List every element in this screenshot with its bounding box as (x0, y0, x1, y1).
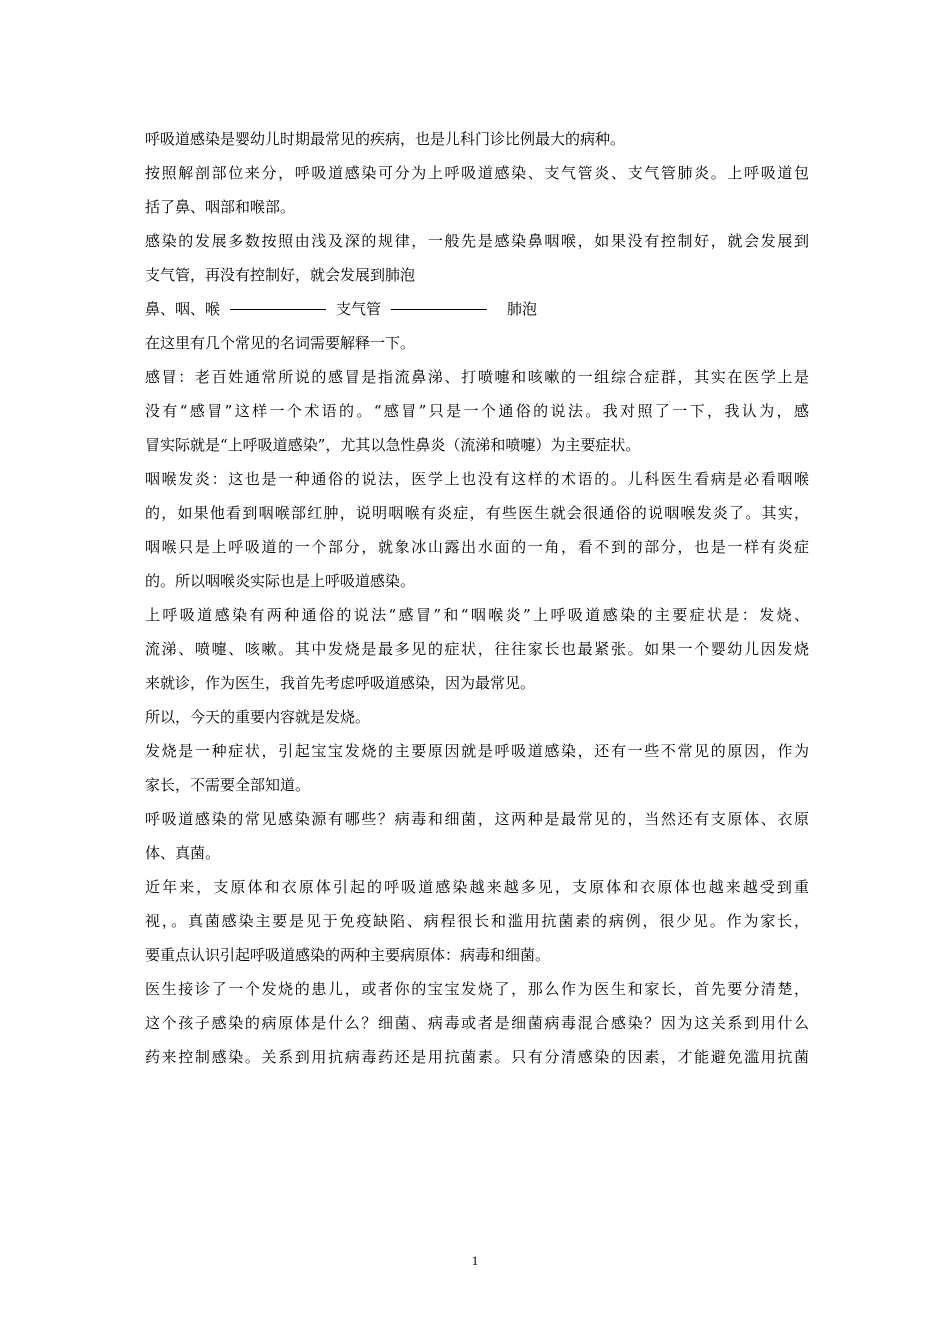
text-line: 来就诊，作为医生，我首先考虑呼吸道感染，因为最常见。 (145, 674, 536, 692)
text-line: 的。所以咽喉炎实际也是上呼吸道感染。 (145, 572, 416, 590)
text-line: 视，。真菌感染主要是见于免疫缺陷、病程很长和滥用抗菌素的病例，很少见。作为家长， (145, 912, 809, 930)
text-line: 的，如果他看到咽喉部红肿，说明咽喉有炎症，有些医生就会很通俗的说咽喉发炎了。其实， (145, 504, 809, 522)
text-line: 感染的发展多数按照由浅及深的规律，一般先是感染鼻咽喉，如果没有控制好，就会发展到 (145, 232, 809, 250)
text-line: 发烧是一种症状，引起宝宝发烧的主要原因就是呼吸道感染，还有一些不常见的原因，作为 (145, 742, 809, 760)
text-line: 括了鼻、咽部和喉部。 (145, 198, 296, 216)
text-line: 感冒：老百姓通常所说的感冒是指流鼻涕、打喷嚏和咳嗽的一组综合症群，其实在医学上是 (145, 368, 809, 386)
text-line: 医生接诊了一个发烧的患儿，或者你的宝宝发烧了，那么作为医生和家长，首先要分清楚， (145, 980, 809, 998)
document-body (145, 122, 809, 1074)
text-line: 家长，不需要全部知道。 (145, 776, 311, 794)
text-line: 咽喉发炎：这也是一种通俗的说法，医学上也没有这样的术语的。儿科医生看病是必看咽喉 (145, 470, 809, 488)
flow-connector-line (391, 309, 487, 310)
text-line: 流涕、喷嚏、咳嗽。其中发烧是最多见的症状，往往家长也最紧张。如果一个婴幼儿因发烧 (145, 640, 809, 658)
text-line: 近年来，支原体和衣原体引起的呼吸道感染越来越多见，支原体和衣原体也越来越受到重 (145, 878, 809, 896)
text-line: 在这里有几个常见的名词需要解释一下。 (145, 334, 416, 352)
anatomy-flow (145, 292, 809, 326)
flow-step-alveoli: 肺泡 (507, 300, 538, 318)
page-number: 1 (471, 1253, 479, 1268)
text-line: 呼吸道感染是婴幼儿时期最常见的疾病，也是儿科门诊比例最大的病种。 (145, 130, 626, 148)
flow-step-nose-throat: 鼻、咽、喉 (145, 300, 221, 318)
text-line: 冒实际就是“上呼吸道感染”，尤其以急性鼻炎（流涕和喷嚏）为主要症状。 (145, 436, 641, 454)
text-line: 这个孩子感染的病原体是什么？细菌、病毒或者是细菌病毒混合感染？因为这关系到用什么 (145, 1014, 809, 1032)
text-line: 上呼吸道感染有两种通俗的说法“感冒”和“咽喉炎”上呼吸道感染的主要症状是：发烧、 (145, 606, 809, 624)
text-line: 没有“感冒”这样一个术语的。“感冒”只是一个通俗的说法。我对照了一下，我认为，感 (145, 402, 809, 420)
text-line: 支气管，再没有控制好，就会发展到肺泡 (145, 266, 416, 284)
flow-connector-line (230, 309, 326, 310)
text-line: 所以，今天的重要内容就是发烧。 (145, 708, 371, 726)
text-line: 要重点认识引起呼吸道感染的两种主要病原体：病毒和细菌。 (145, 946, 551, 964)
text-line: 按照解剖部位来分，呼吸道感染可分为上呼吸道感染、支气管炎、支气管肺炎。上呼吸道包 (145, 164, 809, 182)
flow-step-bronchus: 支气管 (336, 300, 382, 318)
text-line: 体、真菌。 (145, 844, 221, 862)
text-line: 呼吸道感染的常见感染源有哪些？病毒和细菌，这两种是最常见的，当然还有支原体、衣原 (145, 810, 809, 828)
text-line: 咽喉只是上呼吸道的一个部分，就象冰山露出水面的一角，看不到的部分，也是一样有炎症 (145, 538, 809, 556)
text-line: 药来控制感染。关系到用抗病毒药还是用抗菌素。只有分清感染的因素，才能避免滥用抗菌 (145, 1048, 809, 1066)
